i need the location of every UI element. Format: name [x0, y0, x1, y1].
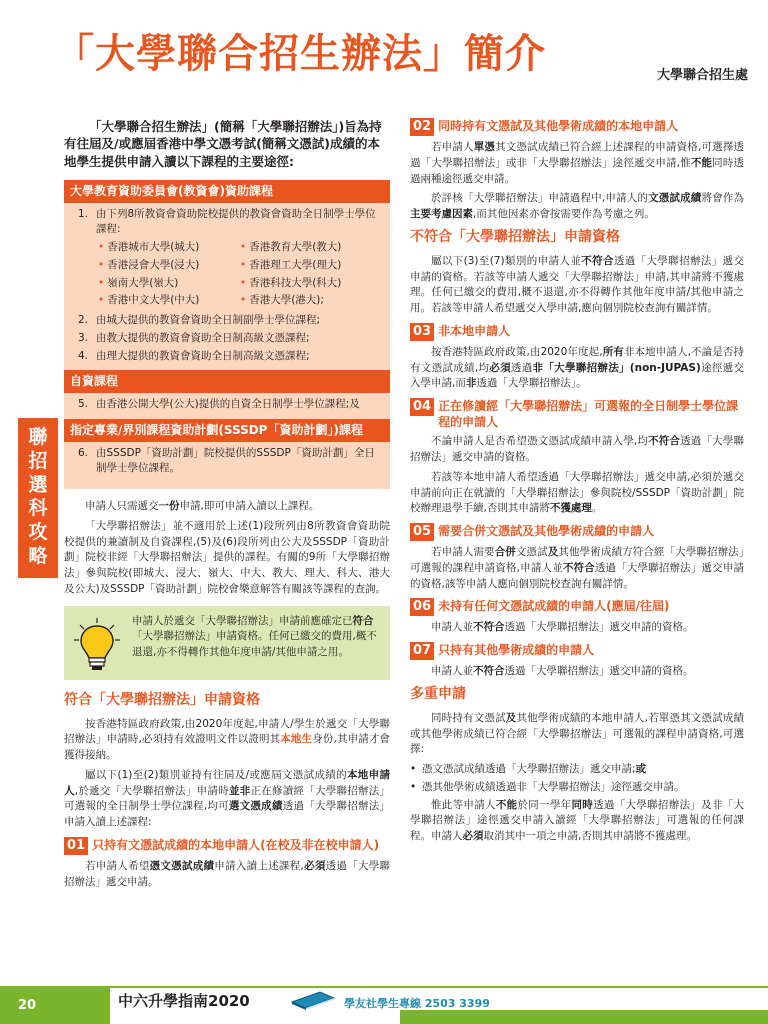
paragraph: 不論申請人是否希望憑文憑試成績申請入學,均不符合透過「大學聯招辦法」遞交申請的資格。: [410, 435, 745, 464]
paragraph: 申請人只需遞交一份申請,即可申請入讀以上課程。: [85, 500, 320, 513]
category-01-heading: [64, 837, 390, 855]
programme-item-4: 4. 由理大提供的教資會資助全日制高級文憑課程;: [78, 349, 310, 362]
programme-box: [64, 180, 390, 489]
category-02-heading: [410, 118, 744, 136]
paragraph: 惟此等申請人不能於同一學年同時透過「大學聯招辦法」及非「大學聯招辦法」途徑遞交申請入讀經「大學聯招辦法」可選報的任何課程。申請人必須取消其中一項之申請,否則其申請將不獲處理。: [410, 798, 745, 843]
category-title: 同時持有文憑試及其他學術成績的本地申請人: [438, 119, 679, 133]
category-number: 01: [64, 837, 88, 855]
guide-title: 中六升學指南2020: [118, 992, 250, 1010]
category-title: 只持有其他學術成績的申請人: [438, 643, 595, 658]
category-title: 未持有任何文憑試成績的申請人(應屆/往屆): [438, 599, 670, 614]
category-number: 03: [410, 323, 434, 341]
side-tab-char: 科: [28, 497, 48, 520]
university-item: • 嶺南大學(嶺大): [98, 276, 240, 292]
category-title: 正在修讀經「大學聯招辦法」可選報的全日制學士學位課程的申請人: [438, 399, 739, 430]
paragraph: 若申請人希望憑文憑試成績申請入讀上述課程,必須透過「大學聯招辦法」遞交申請。: [64, 859, 391, 888]
publisher-name: 大學聯合招生處: [656, 68, 748, 83]
multiple-application-section-title: 多重申請: [410, 685, 466, 702]
intro-paragraph: 「大學聯合招生辦法」(簡稱「大學聯招辦法」)旨為持有往屆及/或應屆香港中學文憑考試(簡稱文憑試)成績的本地學生提供申請入讀以下課程的主要途徑:: [64, 119, 382, 169]
category-03-heading: [410, 323, 744, 341]
paragraph: 若該等本地申請人希望透過「大學聯招辦法」遞交申請,必須於遞交申請前向正在就讀的「大學聯招辦法」參與院校/SSSDP「資助計劃」院校辦理退學手續,否則其申請將不獲處理。: [410, 470, 744, 515]
university-item: • 香港教育大學(教大): [240, 240, 382, 256]
paragraph: 按香港特區政府政策,由2020年度起,申請人/學生於遞交「大學聯招辦法」申請時,必須持有效證明文件以證明其本地生身份,其申請才會獲得接納。: [64, 717, 390, 762]
page-title: 「大學聯合招生辦法」簡介: [54, 31, 546, 77]
sssdp-heading: 指定專業/界別課程資助計劃(SSSDP「資助計劃」)課程: [64, 419, 390, 442]
side-tab-char: 聯: [28, 426, 48, 448]
side-tab-char: 攻: [28, 521, 48, 543]
footer-green-block: [0, 986, 110, 1024]
category-title: 需要合併文憑試及其他學術成績的申請人: [438, 524, 655, 539]
paragraph: 屬以下(3)至(7)類別的申請人並不符合透過「大學聯招辦法」遞交申請的資格。若該等申請人遞交「大學聯招辦法」申請,其申請將不獲處理。任何已繳交的費用,概不退還,亦不得轉作其他年度申請/其他申請之用。若該等申請人希望遞交入學申請,應向個別院校查詢有關詳情。: [410, 254, 745, 314]
lightbulb-icon: [72, 616, 122, 674]
category-number: 06: [410, 598, 434, 616]
paragraph: 按香港特區政府政策,由2020年度起,所有非本地申請人,不論是否持有文憑試成績,均必須透過非「大學聯招辦法」(non-JUPAS)途徑遞交入學申請,而非透過「大學聯招辦法」。: [410, 345, 745, 390]
option-bullet: • 憑其他學術成績透過非「大學聯招辦法」途徑遞交申請。: [410, 780, 744, 796]
university-item: • 香港科技大學(科大): [240, 276, 382, 292]
option-bullet: • 憑文憑試成績透過「大學聯招辦法」遞交申請;或: [410, 762, 744, 778]
category-number: 07: [410, 642, 434, 660]
ugc-programme-heading: 大學教育資助委員會(教資會)資助課程: [64, 180, 390, 203]
book-icon: [290, 988, 336, 1010]
programme-item-5: 5. 由香港公開大學(公大)提供的自資全日制學士學位課程;及: [78, 398, 360, 411]
right-column: [410, 118, 744, 849]
side-tab-char: 略: [28, 544, 48, 567]
self-financed-heading: 自資課程: [64, 370, 390, 393]
paragraph: 申請人並不符合透過「大學聯招辦法」遞交申請的資格。: [431, 621, 694, 634]
programme-item-1: 1. 由下列8所教資會資助院校提供的教資會資助全日制學士學位課程:: [78, 207, 376, 236]
left-column: [64, 118, 390, 894]
category-title: 只持有文憑試成績的本地申請人(在校及非在校申請人): [92, 837, 380, 852]
category-number: 02: [410, 118, 434, 136]
university-item: • 香港大學(港大);: [240, 293, 382, 309]
university-list: [78, 240, 382, 309]
university-item: • 香港城市大學(城大): [98, 240, 240, 256]
university-item: • 香港中文大學(中大): [98, 293, 240, 309]
category-title: 非本地申請人: [438, 323, 511, 338]
ineligible-section-title: 不符合「大學聯招辦法」申請資格: [410, 228, 620, 245]
programme-item-2: 2. 由城大提供的教資會資助全日制副學士學位課程;: [78, 314, 321, 327]
university-item: • 香港浸會大學(浸大): [98, 258, 240, 274]
category-04-heading: [410, 398, 744, 430]
reminder-note: 申請人於遞交「大學聯招辦法」申請前應確定已符合「大學聯招辦法」申請資格。任何已繳交的費用,概不退還,亦不得轉作其他年度申請/其他申請之用。: [64, 606, 390, 680]
programme-item-6: 6. 由SSSDP「資助計劃」院校提供的SSSDP「資助計劃」全日制學士學位課程。: [78, 446, 375, 475]
category-06-heading: [410, 598, 744, 616]
programme-item-3: 3. 由教大提供的教資會資助全日制高級文憑課程;: [78, 331, 310, 344]
category-number: 05: [410, 523, 434, 541]
hotline-contact: 學友社學生專線 2503 3399: [344, 997, 490, 1010]
side-tab-char: 選: [28, 473, 48, 496]
university-item: • 香港理工大學(理大): [240, 258, 382, 274]
category-05-heading: [410, 523, 744, 541]
eligible-section-title: 符合「大學聯招辦法」申請資格: [64, 691, 260, 708]
paragraph: 「大學聯招辦法」並不適用於上述(1)段所列由8所教資會資助院校提供的兼讀制及自資課程,(5)及(6)段所列由公大及SSSDP「資助計劃」院校非經「大學聯招辦法」提供的課程。有關的9所「大學聯招辦法」參與院校(即城大、浸大、嶺大、中大、教大、理大、科大、港大及公大)及SSSDP「資助計劃」院校會樂意解答有關該等課程的查詢。: [64, 519, 390, 595]
section-side-tab: [18, 418, 58, 578]
paragraph: 屬以下(1)至(2)類別並持有往屆及/或應屆文憑試成績的本地申請人,於遞交「大學聯招辦法」申請時並非正在修讀經「大學聯招辦法」可選報的全日制學士學位課程,均可選文憑成績透過「大學聯招辦法」申請入讀上述課程:: [64, 768, 391, 829]
paragraph: 若申請人單憑其文憑試成績已符合經上述課程的申請資格,可選擇透過「大學聯招辦法」或非「大學聯招辦法」途徑遞交申請,惟不能同時透過兩種途徑遞交申請。: [410, 141, 745, 185]
page-number: 20: [18, 998, 37, 1013]
paragraph: 於評核「大學聯招辦法」申請過程中,申請人的文憑試成績將會作為主要考慮因素,而其他因素亦會按需要作為考慮之列。: [410, 192, 745, 220]
paragraph: 申請人並不符合透過「大學聯招辦法」遞交申請的資格。: [431, 665, 694, 678]
category-number: 04: [410, 398, 434, 416]
paragraph: 若申請人需要合併文憑試及其他學術成績方符合經「大學聯招辦法」可選報的課程申請資格,申請人並不符合透過「大學聯招辦法」遞交申請的資格,該等申請人應向個別院校查詢有關詳情。: [410, 546, 745, 590]
paragraph: 同時持有文憑試及其他學術成績的本地申請人,若單憑其文憑試成績或其他學術成績已符合經「大學聯招辦法」可選報的課程申請資格,可選擇:: [410, 711, 745, 756]
side-tab-char: 招: [28, 449, 48, 472]
category-07-heading: [410, 642, 744, 660]
